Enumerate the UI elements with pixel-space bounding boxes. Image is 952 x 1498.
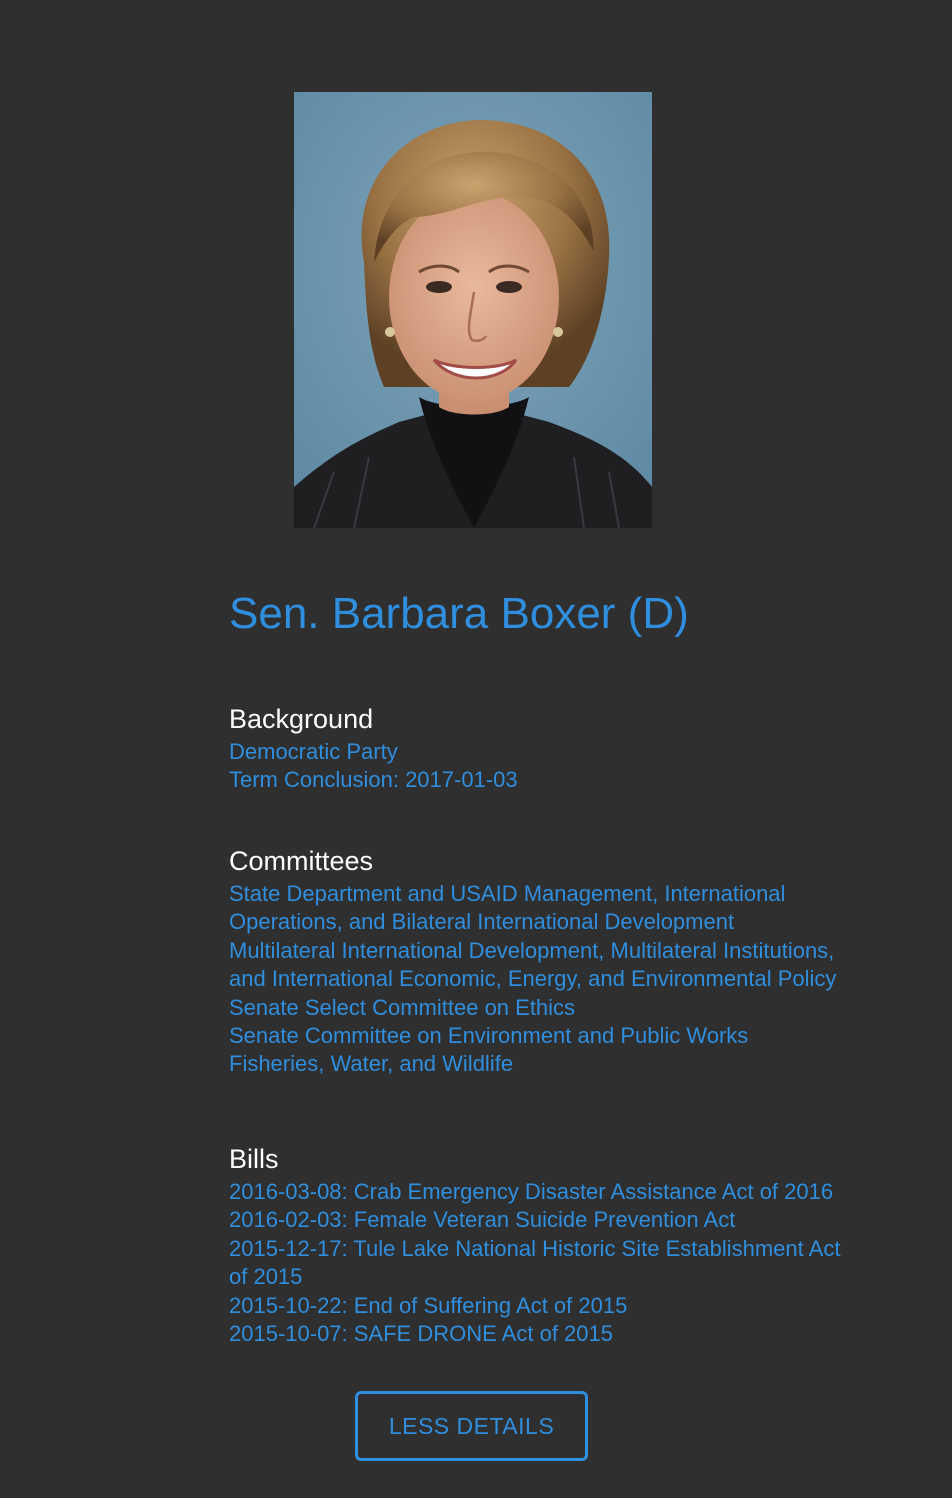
committee-line: Senate Committee on Environment and Public Works (229, 1023, 749, 1049)
background-line: Term Conclusion: 2017-01-03 (229, 767, 518, 793)
bill-line: 2016-02-03: Female Veteran Suicide Prevention Act (229, 1207, 736, 1233)
background-list (229, 738, 929, 795)
committee-line: and International Economic, Energy, and Environmental Policy (229, 966, 837, 992)
committee-line: Multilateral International Development, Multilateral Institutions, (229, 937, 835, 963)
bills-section (229, 1142, 929, 1348)
bills-heading: Bills (229, 1144, 279, 1174)
committee-line: Operations, and Bilateral International Development (229, 909, 735, 935)
bill-line: 2016-03-08: Crab Emergency Disaster Assistance Act of 2016 (229, 1179, 834, 1204)
background-section (229, 702, 929, 795)
bill-line: of 2015 (229, 1264, 303, 1290)
bill-line: 2015-10-07: SAFE DRONE Act of 2015 (229, 1321, 613, 1347)
less-details-button[interactable]: LESS DETAILS (355, 1391, 588, 1461)
senator-photo (294, 92, 652, 528)
background-line: Democratic Party (229, 739, 398, 764)
committee-line: Fisheries, Water, and Wildlife (229, 1051, 514, 1077)
senator-details (229, 586, 929, 1347)
committee-line: State Department and USAID Management, International (229, 881, 786, 906)
bills-list (229, 1178, 929, 1348)
portrait-image (294, 92, 652, 528)
committees-heading: Committees (229, 846, 374, 876)
bill-line: 2015-10-22: End of Suffering Act of 2015 (229, 1292, 628, 1318)
bill-line: 2015-12-17: Tule Lake National Historic Site Establishment Act (229, 1235, 841, 1261)
committees-section (229, 844, 929, 1079)
background-heading: Background (229, 704, 374, 734)
committees-list (229, 880, 929, 1079)
committee-line: Senate Select Committee on Ethics (229, 994, 576, 1020)
senator-name: Sen. Barbara Boxer (D) (229, 589, 689, 638)
